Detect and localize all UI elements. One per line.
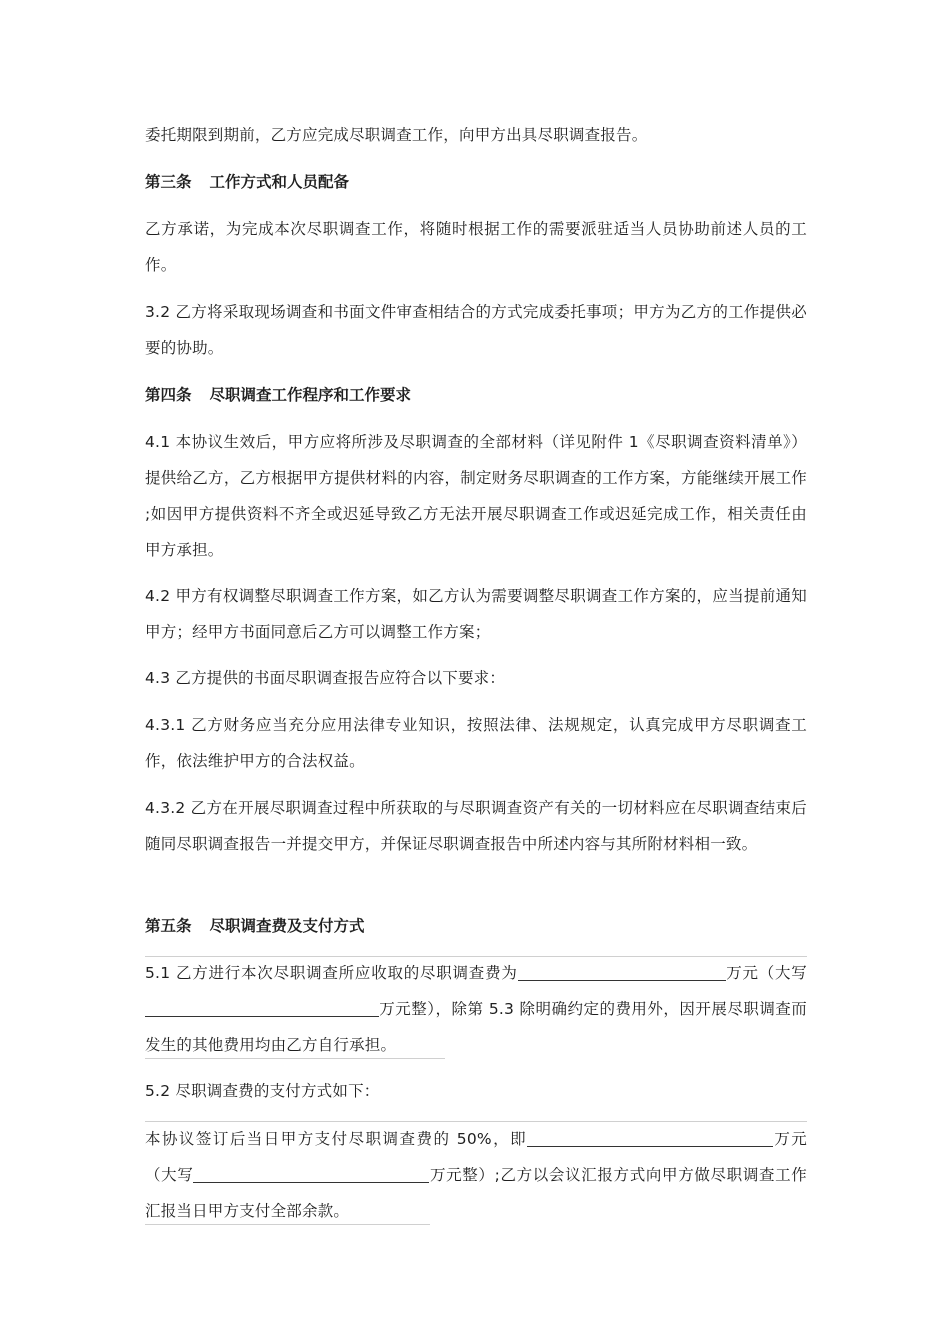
paragraph-5-1-part-a: 5.1 乙方进行本次尽职调查所应收取的尽职调查费为: [145, 964, 518, 982]
paragraph-5-2-1-part-c: 万元整）;乙方以会议汇报方式向甲方做尽职调查工作汇报当日甲方支付全部余款。: [145, 1166, 807, 1220]
article-5-title: 尽职调查费及支付方式: [209, 917, 365, 935]
paragraph-5-1-part-c: 万元整），除第 5.3 除明确约定的费用外，因开展尽职调查而发生的其他费用均由乙方自行承担。: [145, 1000, 807, 1054]
paragraph-4-3-1: 4.3.1 乙方财务应当充分应用法律专业知识，按照法律、法规规定，认真完成甲方尽职调查工作，依法维护甲方的合法权益。: [145, 716, 807, 770]
paragraph-5-1: [145, 955, 807, 1063]
article-3-number: 第三条: [145, 173, 192, 191]
installment-amount-blank[interactable]: [527, 1126, 773, 1147]
installment-amount-in-words-blank[interactable]: [193, 1162, 429, 1183]
article-5-number: 第五条: [145, 917, 192, 935]
fill-in-frame-bottom: [145, 1058, 445, 1059]
paragraph-4-3-2: 4.3.2 乙方在开展尽职调查过程中所获取的与尽职调查资产有关的一切材料应在尽职调查结束后随同尽职调查报告一并提交甲方，并保证尽职调查报告中所述内容与其所附材料相一致。: [145, 799, 807, 853]
paragraph-5-1-part-b: 万元（大写: [725, 964, 807, 982]
amount-in-words-blank[interactable]: [145, 996, 379, 1017]
paragraph-3-1: 乙方承诺，为完成本次尽职调查工作，将随时根据工作的需要派驻适当人员协助前述人员的工作。: [145, 220, 807, 274]
article-3-title: 工作方式和人员配备: [209, 173, 350, 191]
paragraph-4-2: 4.2 甲方有权调整尽职调查工作方案，如乙方认为需要调整尽职调查工作方案的，应当提前通知甲方；经甲方书面同意后乙方可以调整工作方案；: [145, 587, 807, 641]
paragraph-5-2: 5.2 尽职调查费的支付方式如下：: [145, 1082, 380, 1100]
paragraph-5-2-1: [145, 1121, 807, 1229]
article-4-title: 尽职调查工作程序和工作要求: [209, 386, 412, 404]
paragraph-5-2-1-part-b: 万元（大写: [145, 1130, 807, 1184]
paragraph-4-3: 4.3 乙方提供的书面尽职调查报告应符合以下要求：: [145, 669, 506, 687]
paragraph-5-2-1-part-a: 本协议签订后当日甲方支付尽职调查费的 50%，即: [145, 1130, 528, 1148]
paragraph-intro: 委托期限到期前，乙方应完成尽职调查工作，向甲方出具尽职调查报告。: [145, 126, 648, 144]
article-4-heading: [145, 383, 411, 407]
fill-in-frame-bottom-2: [145, 1224, 430, 1225]
amount-blank[interactable]: [518, 960, 726, 981]
article-3-heading: [145, 170, 349, 194]
article-5-heading: [145, 914, 365, 938]
paragraph-3-2: 3.2 乙方将采取现场调查和书面文件审查相结合的方式完成委托事项；甲方为乙方的工作提供必要的协助。: [145, 303, 807, 357]
article-4-number: 第四条: [145, 386, 192, 404]
paragraph-4-1: 4.1 本协议生效后，甲方应将所涉及尽职调查的全部材料（详见附件 1《尽职调查资料清单》）提供给乙方，乙方根据甲方提供材料的内容，制定财务尽职调查的工作方案，方能继续开展工作 ;如因甲方提供资料不齐全或迟延导致乙方无法开展尽职调查工作或迟延完成工作，相关责任由甲方承担。: [145, 433, 807, 559]
